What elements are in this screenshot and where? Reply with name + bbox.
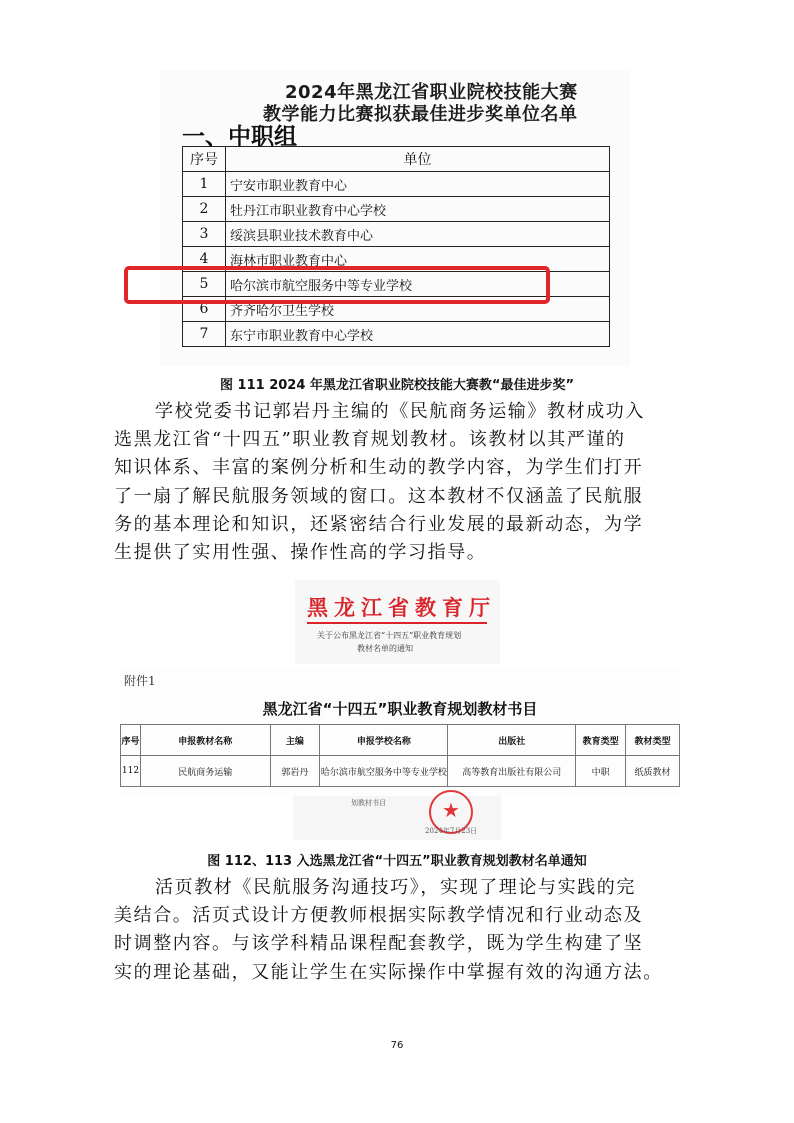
unit-name: 哈尔滨市航空服务中等专业学校 bbox=[226, 272, 610, 297]
star-icon: ★ bbox=[442, 798, 460, 822]
unit-name: 牡丹江市职业教育中心学校 bbox=[226, 197, 610, 222]
header-cell: 教育类型 bbox=[576, 725, 626, 756]
red-divider bbox=[307, 622, 487, 624]
department-name: 黑龙江省教育厅 bbox=[307, 595, 496, 620]
figure-111-caption: 图 111 2024 年黑龙江省职业院校技能大赛教“最佳进步奖” bbox=[220, 378, 574, 393]
section-heading: 一、中职组 bbox=[182, 124, 297, 150]
table-row bbox=[121, 756, 680, 787]
award-table bbox=[182, 146, 610, 347]
highlight-box bbox=[124, 266, 550, 304]
textbook-table bbox=[120, 724, 680, 787]
header-cell: 申报学校名称 bbox=[320, 725, 448, 756]
row-number: 7 bbox=[183, 322, 226, 347]
footer-text: 划教材书目 bbox=[351, 799, 386, 807]
header-cell: 主编 bbox=[270, 725, 320, 756]
notice-date: 2024年7月23日 bbox=[425, 827, 478, 835]
table-header-row bbox=[121, 725, 680, 756]
paragraph-line: 知识体系、丰富的案例分析和生动的教学内容，为学生们打开 bbox=[114, 457, 644, 479]
page-number: 76 bbox=[390, 1040, 404, 1051]
paragraph-textbook-intro bbox=[114, 398, 694, 567]
paragraph-line: 学校党委书记郭岩丹主编的《民航商务运输》教材成功入 bbox=[155, 401, 645, 422]
table-row bbox=[183, 172, 610, 197]
header-cell: 序号 bbox=[183, 147, 226, 172]
notice-header-image bbox=[295, 580, 500, 664]
table-header-row bbox=[183, 147, 610, 172]
paragraph-line: 时调整内容。与该学科精品课程配套教学，既为学生构建了坚 bbox=[114, 933, 644, 955]
figure-111-award-list bbox=[160, 70, 630, 366]
header-cell: 教材类型 bbox=[626, 725, 680, 756]
award-list-title-line2: 教学能力比赛拟获最佳进步奖单位名单 bbox=[263, 104, 578, 125]
paragraph-line: 美结合。活页式设计方便教师根据实际教学情况和行业动态及 bbox=[114, 905, 644, 927]
row-number: 1 bbox=[183, 172, 226, 197]
paragraph-line: 了一扇了解民航服务领域的窗口。这本教材不仅涵盖了民航服 bbox=[114, 485, 644, 507]
notice-footer-image bbox=[293, 796, 501, 840]
annex-table-image bbox=[120, 666, 680, 796]
cell-material-type: 纸质教材 bbox=[626, 756, 680, 787]
row-number: 6 bbox=[183, 297, 226, 322]
unit-name: 海林市职业教育中心 bbox=[226, 247, 610, 272]
paragraph-line: 选黑龙江省“十四五”职业教育规划教材。该教材以其严谨的 bbox=[114, 429, 626, 451]
header-cell: 单位 bbox=[226, 147, 610, 172]
unit-name: 宁安市职业教育中心 bbox=[226, 172, 610, 197]
cell-education-type: 中职 bbox=[576, 756, 626, 787]
header-cell: 申报教材名称 bbox=[140, 725, 270, 756]
paragraph-line: 实的理论基础，又能让学生在实际操作中掌握有效的沟通方法。 bbox=[114, 961, 663, 983]
cell-textbook: 民航商务运输 bbox=[140, 756, 270, 787]
paragraph-loose-leaf bbox=[114, 874, 694, 987]
header-cell: 出版社 bbox=[448, 725, 576, 756]
annex-title: 黑龙江省“十四五”职业教育规划教材书目 bbox=[262, 700, 538, 718]
cell-editor: 郭岩丹 bbox=[270, 756, 320, 787]
unit-name: 绥滨县职业技术教育中心 bbox=[226, 222, 610, 247]
row-number: 3 bbox=[183, 222, 226, 247]
row-number: 4 bbox=[183, 247, 226, 272]
row-number: 2 bbox=[183, 197, 226, 222]
table-row bbox=[183, 322, 610, 347]
row-number: 5 bbox=[183, 272, 226, 297]
notice-title-line2: 教材名单的通知 bbox=[357, 644, 413, 653]
paragraph-line: 务的基本理论和知识，还紧密结合行业发展的最新动态，为学 bbox=[114, 513, 644, 535]
cell-number: 112 bbox=[121, 756, 141, 787]
table-row bbox=[183, 197, 610, 222]
table-row bbox=[183, 222, 610, 247]
notice-title-line1: 关于公布黑龙江省“十四五”职业教育规划 bbox=[317, 631, 462, 640]
header-cell: 序号 bbox=[121, 725, 141, 756]
cell-publisher: 高等教育出版社有限公司 bbox=[448, 756, 576, 787]
paragraph-line: 活页教材《民航服务沟通技巧》，实现了理论与实践的完 bbox=[155, 877, 636, 898]
paragraph-line: 生提供了实用性强、操作性高的学习指导。 bbox=[114, 542, 487, 564]
award-list-title-line1: 2024年黑龙江省职业院校技能大赛 bbox=[285, 82, 578, 103]
figure-112-caption: 图 112、113 入选黑龙江省“十四五”职业教育规划教材名单通知 bbox=[207, 854, 587, 869]
unit-name: 东宁市职业教育中心学校 bbox=[226, 322, 610, 347]
unit-name: 齐齐哈尔卫生学校 bbox=[226, 297, 610, 322]
annex-label: 附件1 bbox=[124, 674, 156, 688]
cell-school: 哈尔滨市航空服务中等专业学校 bbox=[320, 756, 448, 787]
